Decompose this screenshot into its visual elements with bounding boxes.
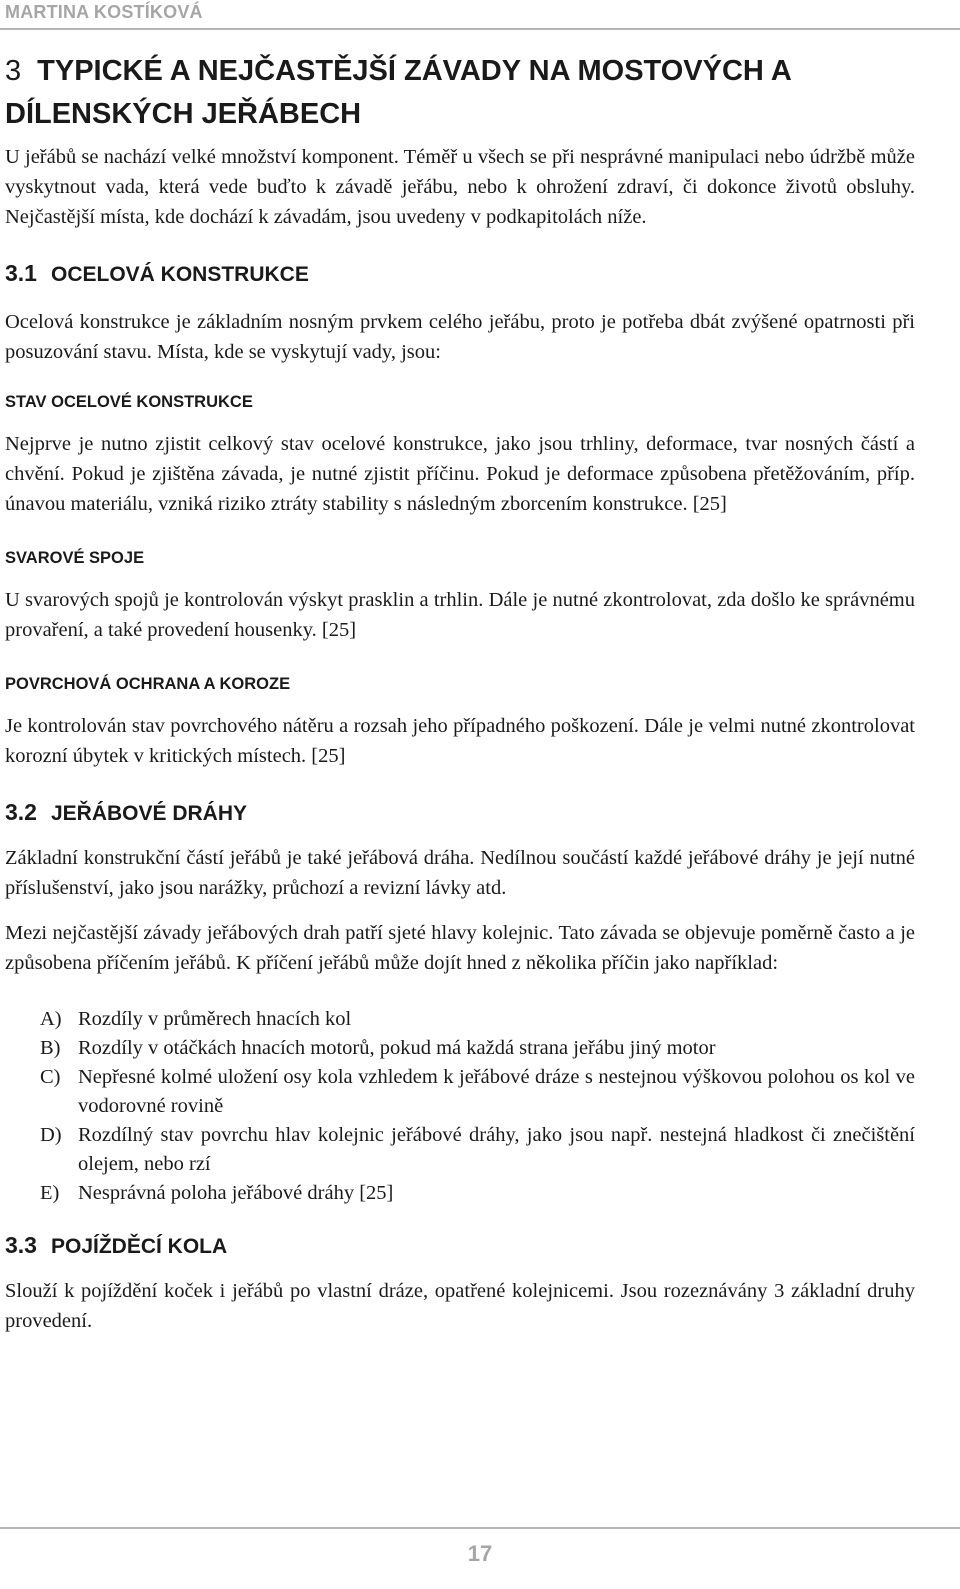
section-3-2-paragraph-2: Mezi nejčastější závady jeřábových drah patří sjeté hlavy kolejnic. Tato závada se objevuje poměrně často a je způsobena příčením jeřábů. K příčení jeřábů může dojít hned z několika příčin jako například:	[5, 922, 915, 974]
chapter-intro-paragraph: U jeřábů se nachází velké množství komponent. Téměř u všech se při nesprávné manipulaci nebo údržbě může vyskytnout vada, která vede buďto k závadě jeřábu, nebo k ohrožení zdraví, či dokonce životů obsluhy. Nejčastější místa, kde dochází k závadám, jsou uvedeny v podkapitolách níže.	[5, 146, 915, 228]
list-item	[40, 1034, 915, 1063]
section-3-3-paragraph-1: Slouží k pojíždění koček i jeřábů po vlastní dráze, opatřené kolejnicemi. Jsou rozeznávány 3 základní druhy provedení.	[5, 1280, 915, 1332]
chapter-number: 3	[5, 55, 22, 87]
section-3-2-heading	[5, 797, 915, 829]
subsection-welds-text: U svarových spojů je kontrolován výskyt prasklin a trhlin. Dále je nutné zkontrolovat, zda došlo ke správnému provaření, a také provedení housenky. [25]	[5, 589, 915, 641]
list-item-text: Rozdíly v průměrech hnacích kol	[78, 1008, 352, 1030]
list-item	[40, 1121, 915, 1179]
list-item-marker: D)	[40, 1124, 62, 1146]
section-title: JEŘÁBOVÉ DRÁHY	[50, 802, 248, 825]
section-title: POJÍŽDĚCÍ KOLA	[50, 1235, 228, 1258]
section-3-1-intro: Ocelová konstrukce je základním nosným prvkem celého jeřábu, proto je potřeba dbát zvýšené opatrnosti při posuzování stavu. Místa, kde se vyskytují vady, jsou:	[5, 311, 915, 363]
page-number: 17	[467, 1541, 493, 1566]
section-number: 3.3	[5, 1232, 37, 1258]
subsection-corrosion-heading: POVRCHOVÁ OCHRANA A KOROZE	[5, 675, 291, 693]
list-item-text: Nesprávná poloha jeřábové dráhy [25]	[78, 1182, 394, 1204]
section-3-3-heading	[5, 1230, 915, 1262]
list-item-marker: A)	[40, 1008, 62, 1030]
list-item	[40, 1063, 915, 1121]
section-title: OCELOVÁ KONSTRUKCE	[50, 263, 309, 286]
section-3-1-heading	[5, 258, 915, 290]
header-divider	[0, 28, 960, 30]
footer-divider	[0, 1527, 960, 1529]
list-item	[40, 1179, 915, 1208]
subsection-welds-heading: SVAROVÉ SPOJE	[5, 549, 145, 567]
list-item-marker: E)	[40, 1182, 60, 1204]
subsection-steel-structure-text: Nejprve je nutno zjistit celkový stav ocelové konstrukce, jako jsou trhliny, deformace, tvar nosných částí a chvění. Pokud je zjištěna závada, je nutné zjistit příčinu. Pokud je deformace způsobena přetěžováním, příp. únavou materiálu, vzniká riziko ztráty stability s následným zborcením konstrukce. [25]	[5, 433, 915, 515]
section-number: 3.2	[5, 799, 37, 825]
list-item-text: Nepřesné kolmé uložení osy kola vzhledem k jeřábové dráze s nestejnou výškovou polohou os kol ve vodorovné rovině	[78, 1066, 915, 1117]
list-item-text: Rozdílný stav povrchu hlav kolejnic jeřábové dráhy, jako jsou např. nestejná hladkost či znečištění olejem, nebo rzí	[78, 1124, 915, 1175]
list-item-text: Rozdíly v otáčkách hnacích motorů, pokud má každá strana jeřábu jiný motor	[78, 1037, 716, 1059]
defect-causes-list	[5, 1005, 915, 1208]
section-3-2-paragraph-1: Základní konstrukční částí jeřábů je také jeřábová dráha. Nedílnou součástí každé jeřábové dráhy je její nutné příslušenství, jako jsou narážky, průchozí a revizní lávky atd.	[5, 847, 915, 899]
list-item-marker: B)	[40, 1037, 61, 1059]
running-header-author: MARTINA KOSTÍKOVÁ	[5, 2, 203, 22]
chapter-title-line-2: DÍLENSKÝCH JEŘÁBECH	[5, 98, 362, 130]
subsection-corrosion-text: Je kontrolován stav povrchového nátěru a rozsah jeho případného poškození. Dále je velmi nutné zkontrolovat korozní úbytek v kritických místech. [25]	[5, 715, 915, 767]
list-item	[40, 1005, 915, 1034]
subsection-steel-structure-heading: STAV OCELOVÉ KONSTRUKCE	[5, 393, 253, 411]
section-number: 3.1	[5, 260, 37, 286]
chapter-title	[5, 50, 915, 136]
page-content	[5, 50, 915, 1336]
chapter-title-line-1: TYPICKÉ A NEJČASTĚJŠÍ ZÁVADY NA MOSTOVÝCH A	[37, 55, 792, 87]
list-item-marker: C)	[40, 1066, 61, 1088]
